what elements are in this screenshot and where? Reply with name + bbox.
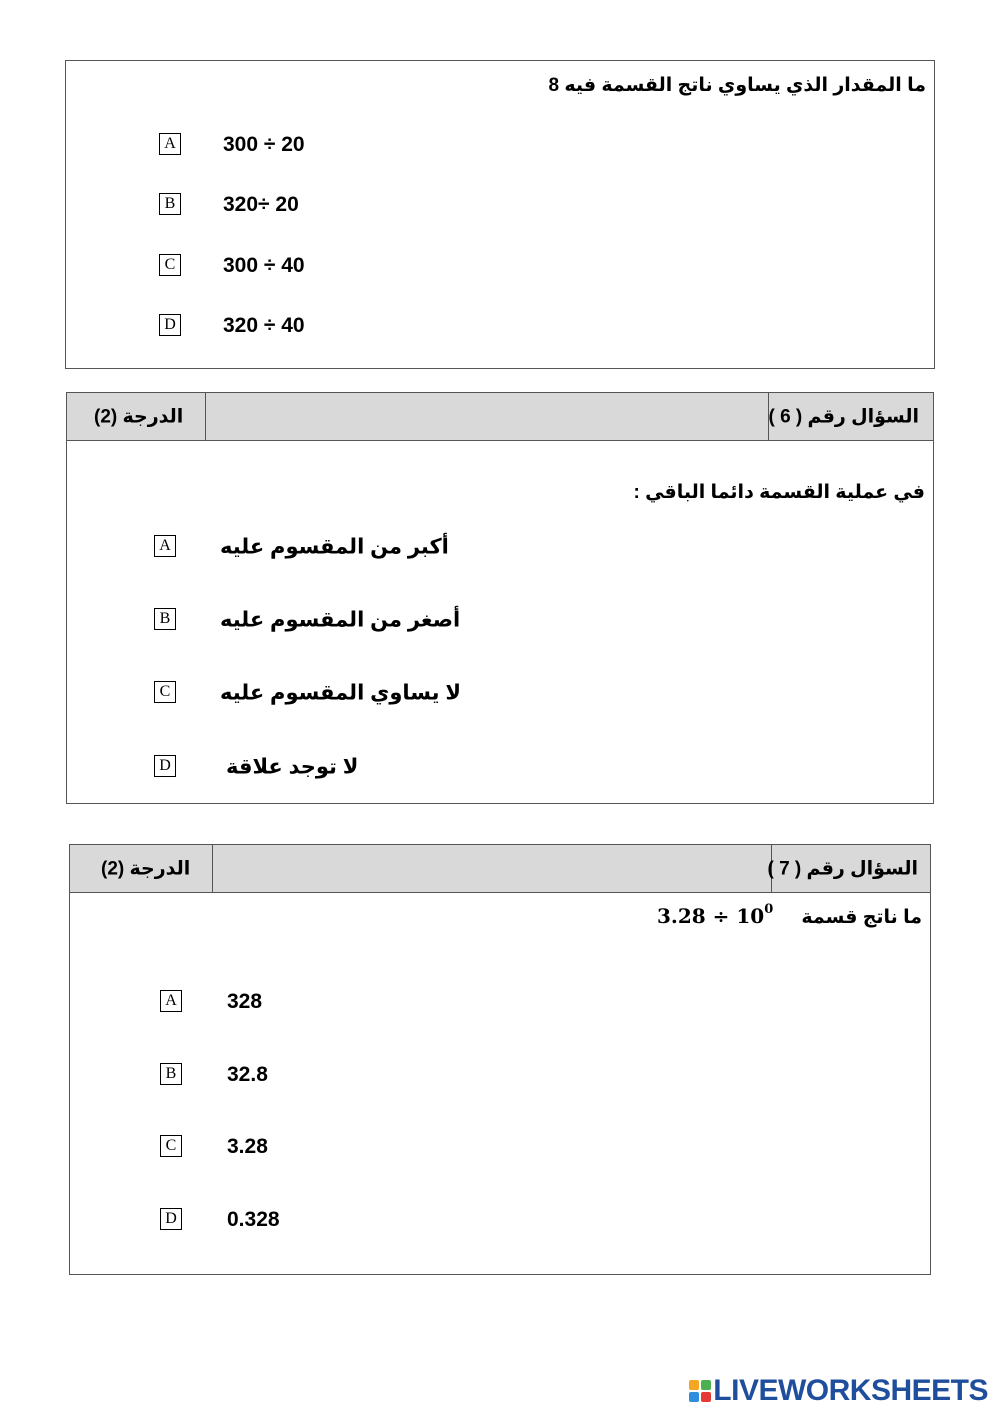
question-number-cell bbox=[768, 393, 933, 440]
logo-square-2 bbox=[701, 1380, 711, 1390]
expression-base: 3.28 ÷ 10 bbox=[657, 904, 765, 928]
logo-square-3 bbox=[689, 1392, 699, 1402]
option-text: أكبر من المقسوم عليه bbox=[220, 535, 449, 559]
option-text: 300 ÷ 20 bbox=[223, 133, 305, 156]
option-d[interactable] bbox=[159, 314, 459, 338]
option-a[interactable] bbox=[154, 535, 454, 559]
option-text: 3.28 bbox=[227, 1135, 268, 1158]
expression-exponent: 0 bbox=[764, 902, 774, 918]
option-letter-box[interactable]: A bbox=[160, 990, 182, 1012]
question-5-text: ما المقدار الذي يساوي ناتج القسمة فيه 8 bbox=[548, 75, 926, 96]
option-letter-box[interactable]: C bbox=[160, 1135, 182, 1157]
logo-square-4 bbox=[701, 1392, 711, 1402]
option-letter-box[interactable]: A bbox=[159, 133, 181, 155]
option-c[interactable] bbox=[160, 1135, 460, 1159]
question-header bbox=[67, 393, 933, 441]
question-7-box bbox=[69, 844, 931, 1275]
grade-cell bbox=[67, 393, 206, 440]
grade-label: الدرجة (2) bbox=[101, 858, 191, 879]
question-6-text: في عملية القسمة دائما الباقي : bbox=[633, 482, 925, 503]
grade-cell bbox=[70, 845, 213, 892]
division-expression bbox=[657, 904, 773, 928]
option-b[interactable] bbox=[160, 1063, 460, 1087]
option-text: لا يساوي المقسوم عليه bbox=[220, 681, 462, 705]
logo-square-1 bbox=[689, 1380, 699, 1390]
question-number-label: السؤال رقم ( 7 ) bbox=[767, 858, 918, 879]
option-b[interactable] bbox=[154, 608, 461, 632]
option-c[interactable] bbox=[154, 681, 462, 705]
liveworksheets-logo[interactable] bbox=[689, 1374, 988, 1408]
question-header bbox=[70, 845, 930, 893]
question-number-cell bbox=[767, 845, 930, 892]
grade-label: الدرجة (2) bbox=[94, 406, 184, 427]
question-5-box bbox=[65, 60, 935, 369]
option-letter-box[interactable]: D bbox=[159, 314, 181, 336]
option-letter-box[interactable]: D bbox=[160, 1208, 182, 1230]
option-text: 0.328 bbox=[227, 1208, 280, 1231]
option-a[interactable] bbox=[159, 133, 459, 157]
option-b[interactable] bbox=[159, 193, 459, 217]
option-text: 328 bbox=[227, 990, 263, 1013]
option-d[interactable] bbox=[154, 755, 454, 779]
option-text: لا توجد علاقة bbox=[226, 755, 359, 779]
liveworksheets-logo-icon bbox=[689, 1380, 711, 1402]
brand-name: LIVEWORKSHEETS bbox=[713, 1374, 988, 1407]
option-letter-box[interactable]: C bbox=[154, 681, 176, 703]
question-number-label: السؤال رقم ( 6 ) bbox=[768, 406, 919, 427]
option-a[interactable] bbox=[160, 990, 460, 1014]
option-d[interactable] bbox=[160, 1208, 460, 1232]
option-letter-box[interactable]: C bbox=[159, 254, 181, 276]
option-text: 32.8 bbox=[227, 1063, 268, 1086]
option-text: 300 ÷ 40 bbox=[223, 254, 305, 277]
option-letter-box[interactable]: B bbox=[159, 193, 181, 215]
option-letter-box[interactable]: B bbox=[160, 1063, 182, 1085]
question-7-text: ما ناتج قسمة bbox=[801, 907, 922, 928]
option-letter-box[interactable]: A bbox=[154, 535, 176, 557]
question-6-box bbox=[66, 392, 934, 804]
option-text: أصغر من المقسوم عليه bbox=[220, 608, 461, 632]
option-letter-box[interactable]: B bbox=[154, 608, 176, 630]
option-letter-box[interactable]: D bbox=[154, 755, 176, 777]
option-text: 320÷ 20 bbox=[223, 193, 299, 216]
option-text: 320 ÷ 40 bbox=[223, 314, 305, 337]
option-c[interactable] bbox=[159, 254, 459, 278]
